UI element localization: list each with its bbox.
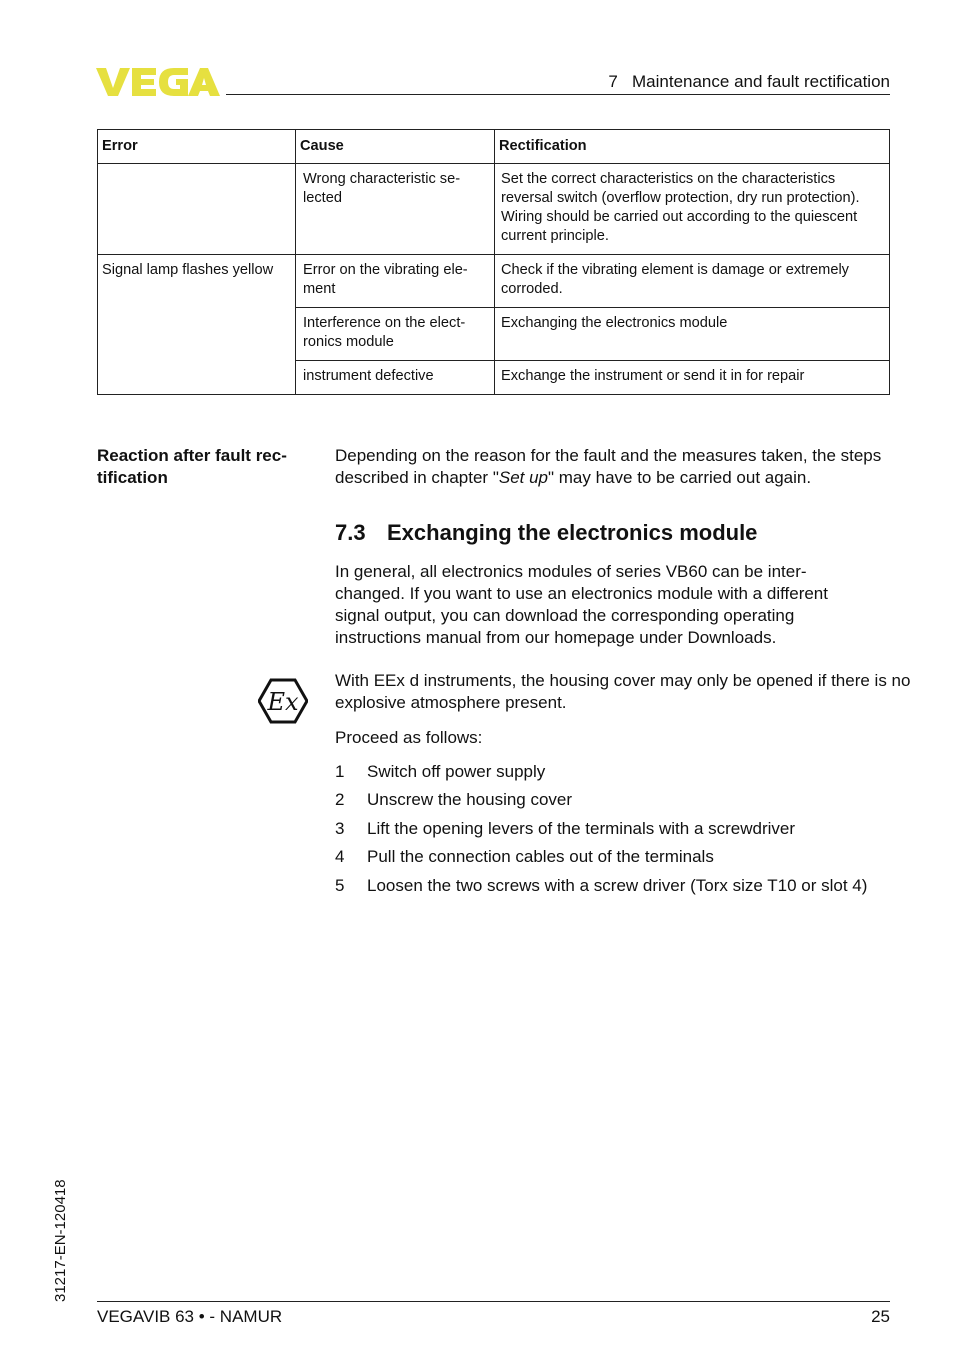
- steps-list: [335, 760, 867, 902]
- footer-rule: [97, 1301, 890, 1302]
- svg-text:Ex: Ex: [267, 688, 299, 716]
- proceed-text: Proceed as follows:: [335, 728, 483, 747]
- cell-cause: Wrong characteristic se-lected: [296, 164, 495, 255]
- reaction-text-start: Depending on the reason for the fault and the measures taken, the steps described in chapter ": [335, 446, 882, 487]
- column-header-error: Error: [98, 130, 296, 164]
- list-item: [335, 760, 867, 788]
- cell-rectification: Exchanging the electronics module: [495, 308, 890, 361]
- cell-rectification: Check if the vibrating element is damage or extremely corroded.: [495, 255, 890, 308]
- step-text: Lift the opening levers of the terminals with a screwdriver: [367, 818, 796, 838]
- cell-error: [98, 164, 296, 255]
- step-number: 5: [335, 875, 345, 895]
- footer-product: VEGAVIB 63 • - NAMUR: [97, 1307, 283, 1326]
- section-title: Exchanging the electronics module: [387, 520, 758, 545]
- ex-note: With EEx d instruments, the housing cover may only be opened if there is no explosive atmosphere present.: [335, 671, 911, 712]
- step-number: 1: [335, 762, 345, 781]
- vega-logo: [96, 66, 220, 98]
- step-number: 2: [335, 790, 345, 810]
- chapter-heading: 7 Maintenance and fault rectification: [608, 72, 890, 91]
- error-table: [97, 129, 890, 395]
- cell-cause: Interference on the elect-ronics module: [296, 308, 495, 361]
- ex-icon: [258, 678, 308, 724]
- reaction-text-emphasis: Set up: [498, 468, 549, 487]
- list-item: [335, 845, 867, 873]
- reaction-text-end: " may have to be carried out again.: [548, 468, 812, 487]
- list-item: [335, 817, 867, 845]
- document-number: 31217-EN-120418: [52, 1179, 69, 1302]
- cell-rectification: Set the correct characteristics on the characteristics reversal switch (overflow protection, dry run protection). Wiring should be carried out according to the quiescent current principle.: [495, 164, 890, 255]
- reaction-label: Reaction after fault rec-tification: [97, 446, 287, 487]
- reaction-paragraph: [335, 445, 895, 489]
- step-text: Loosen the two screws with a screw driver (Torx size T10 or slot 4): [367, 875, 868, 895]
- column-header-cause: Cause: [296, 130, 495, 164]
- section-intro: In general, all electronics modules of series VB60 can be inter-changed. If you want to use an electronics module with a different signal output, you can download the corresponding operating instructions manual from our homepage under Downloads.: [335, 562, 828, 647]
- header-rule: [226, 94, 890, 95]
- section-number: 7.3: [335, 520, 366, 545]
- cell-error: Signal lamp flashes yellow: [98, 255, 296, 395]
- step-text: Unscrew the housing cover: [367, 790, 573, 810]
- column-header-rectification: Rectification: [495, 130, 890, 164]
- step-number: 4: [335, 847, 345, 867]
- list-item: [335, 874, 867, 902]
- step-number: 3: [335, 818, 345, 838]
- table-row: [98, 255, 890, 308]
- section-heading: [335, 520, 757, 546]
- step-text: Switch off power supply: [367, 762, 546, 781]
- list-item: [335, 788, 867, 816]
- page-number: 25: [871, 1307, 890, 1326]
- table-header-row: [98, 130, 890, 164]
- cell-cause: instrument defective: [296, 361, 495, 395]
- step-text: Pull the connection cables out of the terminals: [367, 847, 714, 867]
- cell-cause: Error on the vibrating ele-ment: [296, 255, 495, 308]
- cell-rectification: Exchange the instrument or send it in for repair: [495, 361, 890, 395]
- table-row: [98, 164, 890, 255]
